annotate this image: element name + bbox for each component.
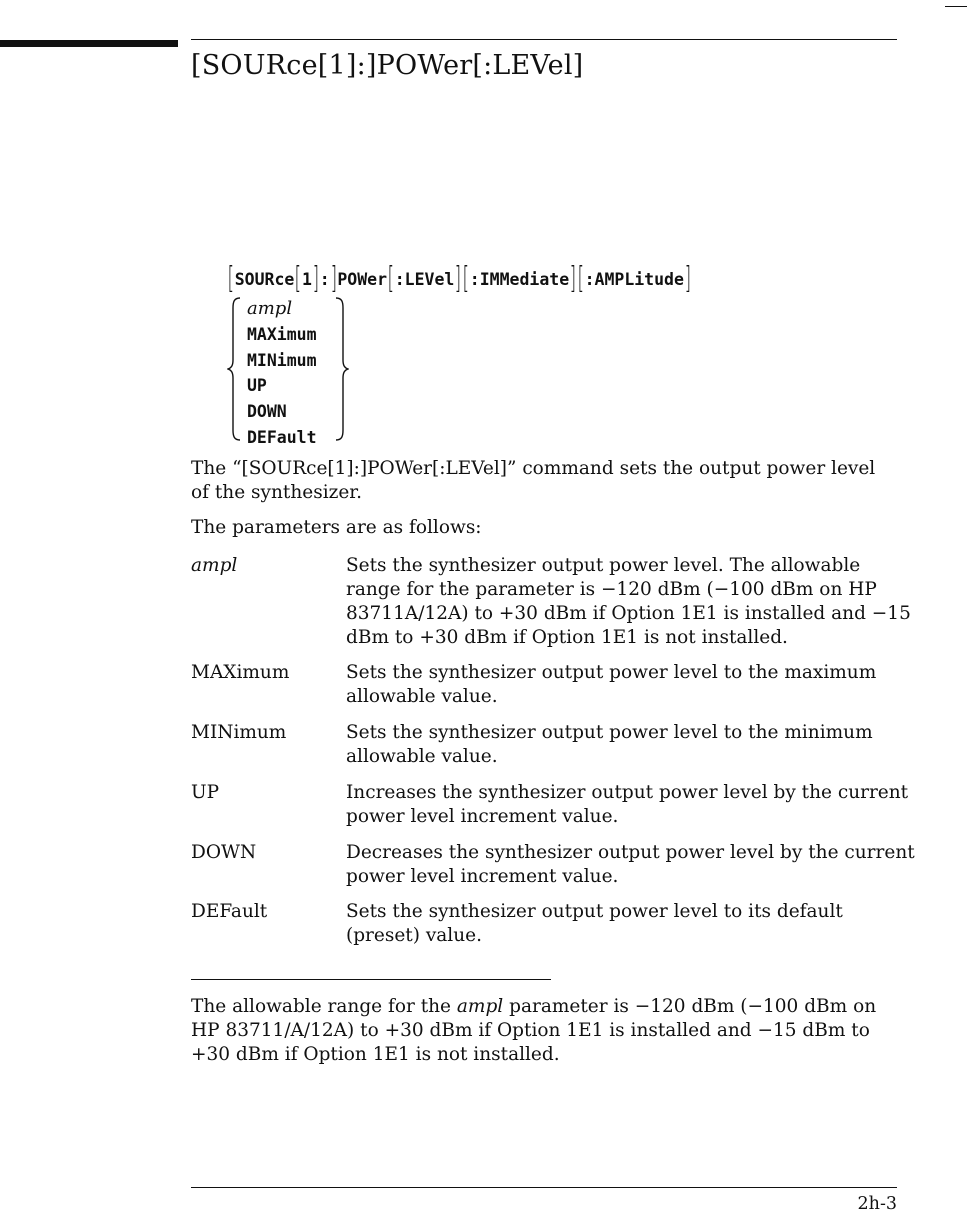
note-rule: [191, 979, 551, 980]
close-bracket: ]: [454, 261, 462, 296]
corner-tick: [945, 6, 967, 7]
param-name: ampl: [191, 555, 238, 576]
open-bracket: [: [577, 261, 584, 296]
choice-minimum: MINimum: [247, 350, 317, 370]
open-bracket: [: [294, 261, 302, 296]
close-bracket: ]: [569, 261, 577, 296]
choice-up: UP: [247, 376, 267, 396]
page-title: [SOURce[1]:]POWer[:LEVel]: [191, 50, 584, 81]
note-param: ampl: [456, 996, 504, 1017]
choice-maximum: MAXimum: [247, 324, 317, 344]
syntax-level: :LEVel: [394, 269, 455, 289]
open-bracket: [: [227, 261, 235, 296]
note-text-end: parameter is −120 dBm (−100 dBm on HP 83711/A/12A) to +30 dBm if Option 1E1 is installed and −15 dBm to +30 dBm if Option 1E1 is not installed.: [191, 996, 877, 1065]
param-name: MAXimum: [191, 662, 290, 683]
syntax-immediate: :IMMediate: [469, 269, 570, 289]
header-rule: [191, 39, 897, 40]
range-note: [191, 995, 891, 1067]
syntax-amplitude: :AMPLitude: [584, 269, 684, 289]
open-bracket: [: [462, 261, 470, 296]
page-number: 2h-3: [857, 1194, 897, 1214]
param-name: UP: [191, 782, 220, 803]
param-description: Increases the synthesizer output power level by the current power level increment value.: [346, 782, 909, 827]
syntax-line: [227, 261, 692, 296]
param-description: Sets the synthesizer output power level to the minimum allowable value.: [346, 722, 873, 767]
syntax-colon: :: [319, 269, 330, 289]
param-description: Sets the synthesizer output power level to the maximum allowable value.: [346, 662, 877, 707]
param-name: DOWN: [191, 842, 257, 863]
choice-down: DOWN: [247, 402, 287, 422]
footer-rule: [191, 1187, 897, 1188]
right-brace-icon: [331, 296, 349, 442]
syntax-source: SOURce: [234, 269, 295, 289]
close-bracket: ]: [312, 261, 320, 296]
param-name: DEFault: [191, 901, 268, 922]
open-bracket: [: [387, 261, 395, 296]
header-bar: [0, 40, 178, 47]
close-bracket: ]: [330, 261, 337, 296]
choice-list: [247, 296, 317, 451]
param-description: Sets the synthesizer output power level to its default (preset) value.: [346, 901, 843, 946]
left-brace-icon: [227, 296, 245, 442]
command-description: The “[SOURce[1]:]POWer[:LEVel]” command sets the output power level of the synthesizer.: [191, 458, 876, 503]
param-description: Decreases the synthesizer output power level by the current power level increment value.: [346, 842, 915, 887]
close-bracket: ]: [684, 261, 692, 296]
note-text-start: The allowable range for the: [191, 996, 457, 1017]
param-name: MINimum: [191, 722, 287, 743]
choice-brace-block: [227, 296, 357, 446]
param-description: Sets the synthesizer output power level. The allowable range for the parameter is −120 dBm (−100 dBm on HP 83711A/12A) to +30 dBm if Option 1E1 is installed and −15 dBm to +30 dBm if Option 1E1 is not installed.: [346, 555, 911, 648]
syntax-power: POWer: [337, 269, 388, 289]
parameters-intro: The parameters are as follows:: [191, 517, 482, 538]
syntax-one: 1: [302, 269, 312, 289]
choice-default: DEFault: [247, 427, 317, 447]
choice-ampl: ampl: [247, 298, 293, 319]
